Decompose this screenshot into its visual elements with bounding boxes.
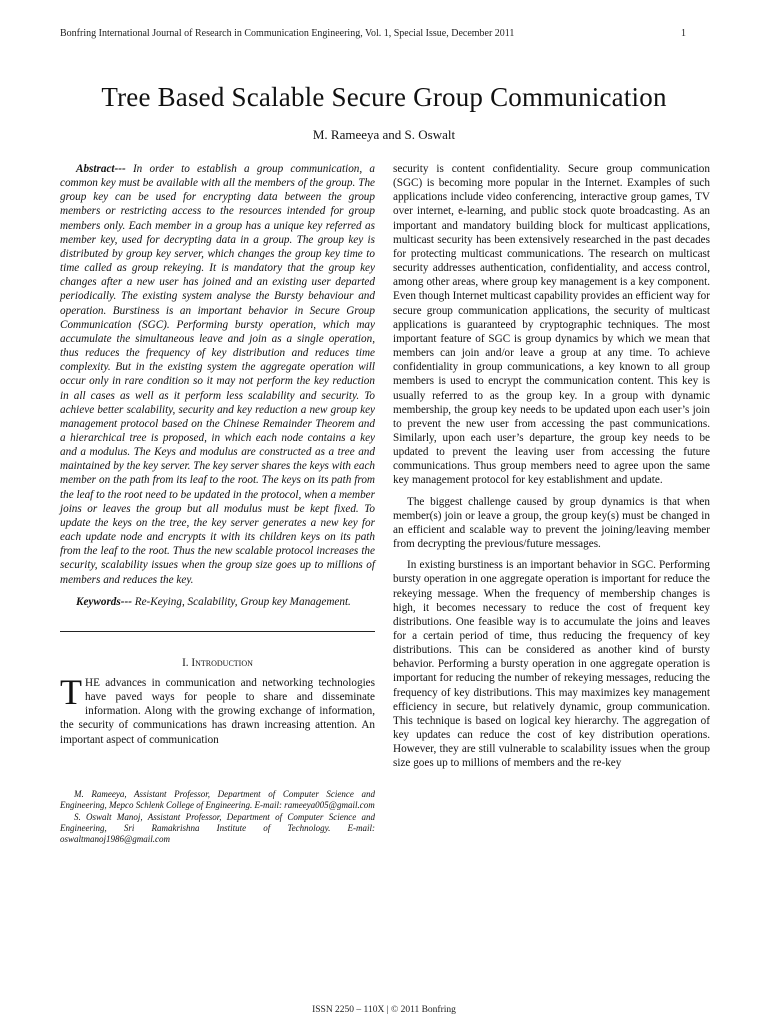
keywords-label: Keywords--- — [76, 595, 132, 608]
body-paragraph: The biggest challenge caused by group dynamics is that when member(s) join or leave a group, the group key(s) must be changed in an efficient and scalable way to prevent the joining/leaving member from decrypting the previous/future messages. — [393, 495, 710, 551]
introduction-text: HE advances in communication and networking technologies have paved ways for people to share and disseminate information. Along with the growing exchange of information, the security of communications has drawn increasing attention. An important aspect of communication — [60, 677, 375, 746]
page-number: 1 — [681, 28, 686, 39]
running-header: Bonfring International Journal of Research in Communication Engineering, Vol. 1, Special Issue, December 2011 — [60, 28, 515, 39]
section-heading-introduction: I. Introduction — [182, 656, 253, 669]
right-column — [393, 162, 710, 771]
drop-cap: T — [60, 672, 82, 712]
section-divider — [60, 631, 375, 632]
paper-title: Tree Based Scalable Secure Group Communication — [101, 82, 667, 112]
abstract — [60, 162, 375, 587]
abstract-text: In order to establish a group communication, a common key must be available with all the members of the group. The group key can be used for encrypting data between the group members or restricting access to the resources intended for group members only. Each member in a group has a unique key referred as member key, used for decrypting data in a group. The group key is distributed by group key server, which changes the group key time to time called as group rekeying. It is mandatory that the group key changes after a new user has joined and an existing user departed periodically. The existing system analyse the Bursty behaviour and operation. Burstiness is an important behavior in Secure Group Communication (SGC). Performing bursty operation, which may accumulate the simultaneous leave and join as a single operation, thus reduces the frequency of key distribution and reduces time complexity. But in the existing system the aggregate operation will occur only in rare condition so it may not perform the key reduction in all cases as well as it perform less scalability and security. To achieve better scalability, security and key reduction a new group key management protocol based on the Chinese Remainder Theorem and a hierarchical tree is proposed, in which each node contains a key and a modulus. The Keys and modulus are constructed as a tree and maintained by the key server. The key server shares the keys with each member on the path from its leaf to the root. The keys on its path from the leaf to the root need to be updated in the protocol, when a member joins or leaves the group but all modulus must be kept fixed. To update the keys on the tree, the key server generates a new key for each update node and encrypts it with its children keys on its path from the leaf to the root. Thus the new scalable protocol increases the security, scalability issues when the group size goes up to millions of members and reduces the key. — [60, 163, 375, 586]
keywords — [60, 595, 375, 609]
body-paragraph: In existing burstiness is an important behavior in SGC. Performing bursty operation in one aggregate operation is important for reduce the rekeying message. When the frequency of membership changes is high, it becomes necessary to reduce the cost of frequent key distributions. One feasible way is to accumulate the joins and leaves for a certain period of time, thus reducing the frequency of key distributions. This can be considered as another kind of bursty behavior. Performing a bursty operation in one aggregate operation is important for reducing the number of rekeying messages, reducing the frequency of key distributions. This may maximizes key management efficiency in secure, but relatively dynamic, group communication. This technique is based on logical key hierarchy. The aggregation of key updates can reduce the cost of key distribution operations. However, they are still vulnerable to scalability issues when the group size goes up to millions of members and the re-key — [393, 559, 710, 770]
page-footer-issn: ISSN 2250 – 110X | © 2011 Bonfring — [312, 1005, 456, 1015]
left-column — [60, 162, 375, 846]
footnote-author-2: S. Oswalt Manoj, Assistant Professor, Department of Computer Science and Engineering, Sri Ramakrishna Institute of Technology. E-mail: oswaltmanoj1986@gmail.com — [60, 811, 375, 845]
keywords-text: Re-Keying, Scalability, Group key Management. — [131, 595, 351, 608]
author-line: M. Rameeya and S. Oswalt — [312, 127, 456, 142]
abstract-label: Abstract--- — [76, 163, 126, 175]
author-footnotes — [60, 789, 375, 846]
footnote-author-1: M. Rameeya, Assistant Professor, Department of Computer Science and Engineering, Mepco Schlenk College of Engineering. E-mail: rameeya005@gmail.com — [60, 788, 375, 811]
body-paragraph: security is content confidentiality. Secure group communication (SGC) is becoming more popular in the Internet. Examples of such applications include video conferencing, interactive group games, TV over internet, e-learning, and public stock quote broadcasting. As an important and mandatory building block for multicast applications, multicast security has been extensively researched in the past decades for protecting multicast communications. The research on multicast security addresses authentication, confidentiality, and access control, among other areas, where group key management is a key component. Even though Internet multicast capability provides an efficient way for secure group communication applications, the security of multicast applications is guaranteed by cryptographic techniques. The most important feature of SGC is group dynamics by which we mean that members can join and/or leave a group at any time. To achieve confidentiality in group communications, a key known to all group members is used to encrypt the communication content. This key is usually referred to as the group key. In a group with dynamic membership, the group key needs to be updated upon each user’s join to prevent the new user from accessing the past communications. Similarly, upon each user’s departure, the group key needs to be updated to prevent the leaving user from accessing the future communications. Thus group members need to agree upon the same key management protocol for key establishment and update. — [393, 163, 710, 487]
introduction-paragraph — [60, 672, 375, 747]
